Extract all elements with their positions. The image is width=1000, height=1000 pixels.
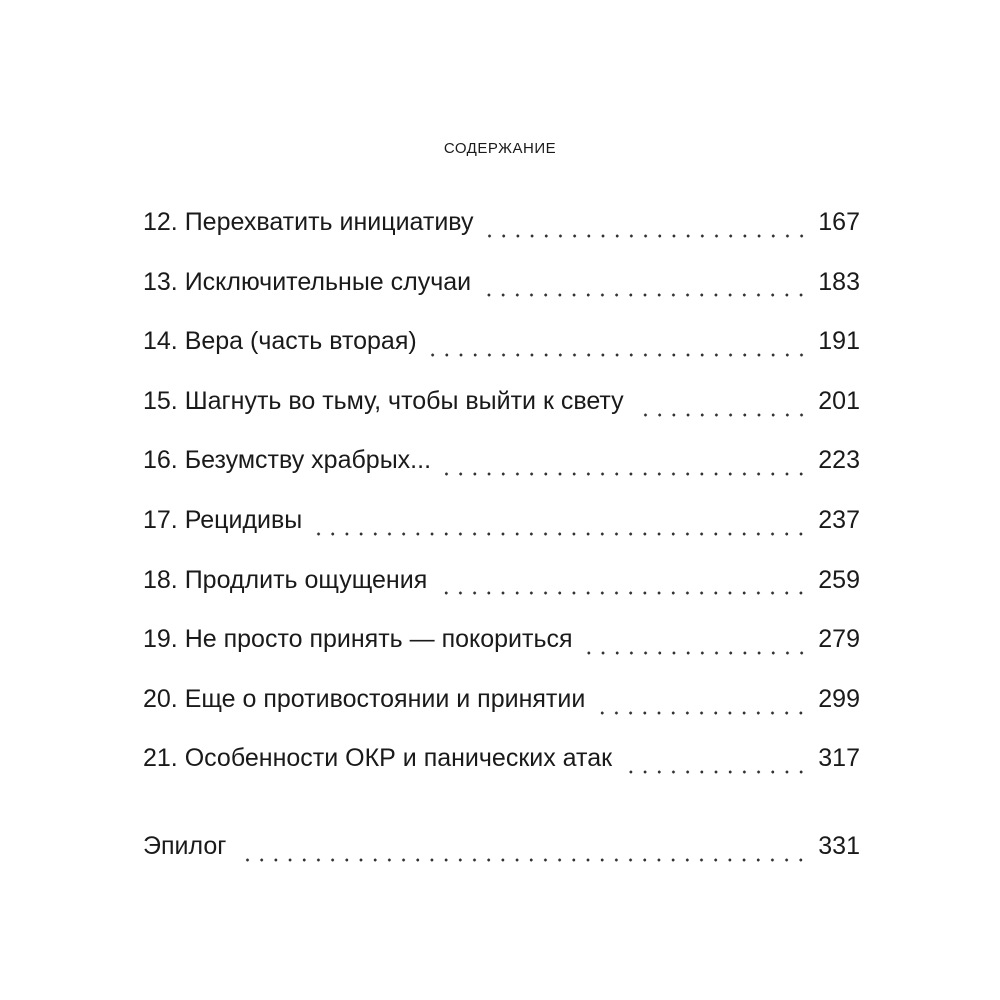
toc-entry-page: 201 xyxy=(818,386,860,415)
dot-leader xyxy=(240,857,808,863)
toc-entry-title: 18. Продлить ощущения xyxy=(143,565,428,594)
toc-entry-19 xyxy=(143,617,860,677)
toc-entry-page: 299 xyxy=(818,684,860,713)
toc-entry-title: 13. Исключительные случаи xyxy=(143,267,472,296)
toc-entry-page: 167 xyxy=(818,208,860,236)
dot-leader xyxy=(485,292,808,298)
dot-leader xyxy=(599,710,808,716)
dot-leader xyxy=(431,352,809,358)
dot-leader xyxy=(488,233,809,239)
toc-entry-title: 19. Не просто принять — покориться xyxy=(143,625,573,654)
toc-entry-title: 15. Шагнуть во тьму, чтобы выйти к свету xyxy=(143,386,624,415)
toc-entry-15 xyxy=(143,379,860,439)
dot-leader xyxy=(638,412,809,418)
toc-entry-epilogue xyxy=(143,824,860,884)
toc-entry-13 xyxy=(143,260,860,320)
toc-entry-page: 317 xyxy=(818,744,860,773)
dot-leader xyxy=(445,471,808,477)
dot-leader xyxy=(626,769,808,775)
toc-entry-14 xyxy=(143,319,860,379)
toc-entry-12 xyxy=(143,200,860,260)
toc-entry-title: 17. Рецидивы xyxy=(143,505,303,534)
toc-entry-page: 259 xyxy=(818,565,860,594)
toc-entry-title: 14. Вера (часть вторая) xyxy=(143,327,417,356)
dot-leader xyxy=(316,531,808,537)
dot-leader xyxy=(587,650,809,656)
toc-entry-page: 331 xyxy=(818,831,860,860)
toc-entry-16 xyxy=(143,438,860,498)
toc-entry-page: 183 xyxy=(818,267,860,296)
dot-leader xyxy=(441,590,808,596)
toc-entry-page: 237 xyxy=(818,505,860,534)
toc-entry-title: 21. Особенности ОКР и панических атак xyxy=(143,744,613,773)
toc-entry-title: Эпилог xyxy=(143,831,227,860)
toc-entry-page: 191 xyxy=(818,327,860,356)
table-of-contents xyxy=(143,200,860,884)
toc-entry-title: 16. Безумству храбрых... xyxy=(143,446,432,475)
toc-entry-page: 223 xyxy=(818,446,860,475)
toc-entry-21 xyxy=(143,736,860,796)
toc-entry-title: 20. Еще о противостоянии и принятии xyxy=(143,684,586,713)
toc-entry-17 xyxy=(143,498,860,558)
toc-entry-18 xyxy=(143,558,860,618)
contents-heading: СОДЕРЖАНИЕ xyxy=(443,140,557,157)
toc-entry-20 xyxy=(143,677,860,737)
toc-entry-page: 279 xyxy=(818,625,860,654)
toc-entry-title: 12. Перехватить инициативу xyxy=(143,208,474,236)
